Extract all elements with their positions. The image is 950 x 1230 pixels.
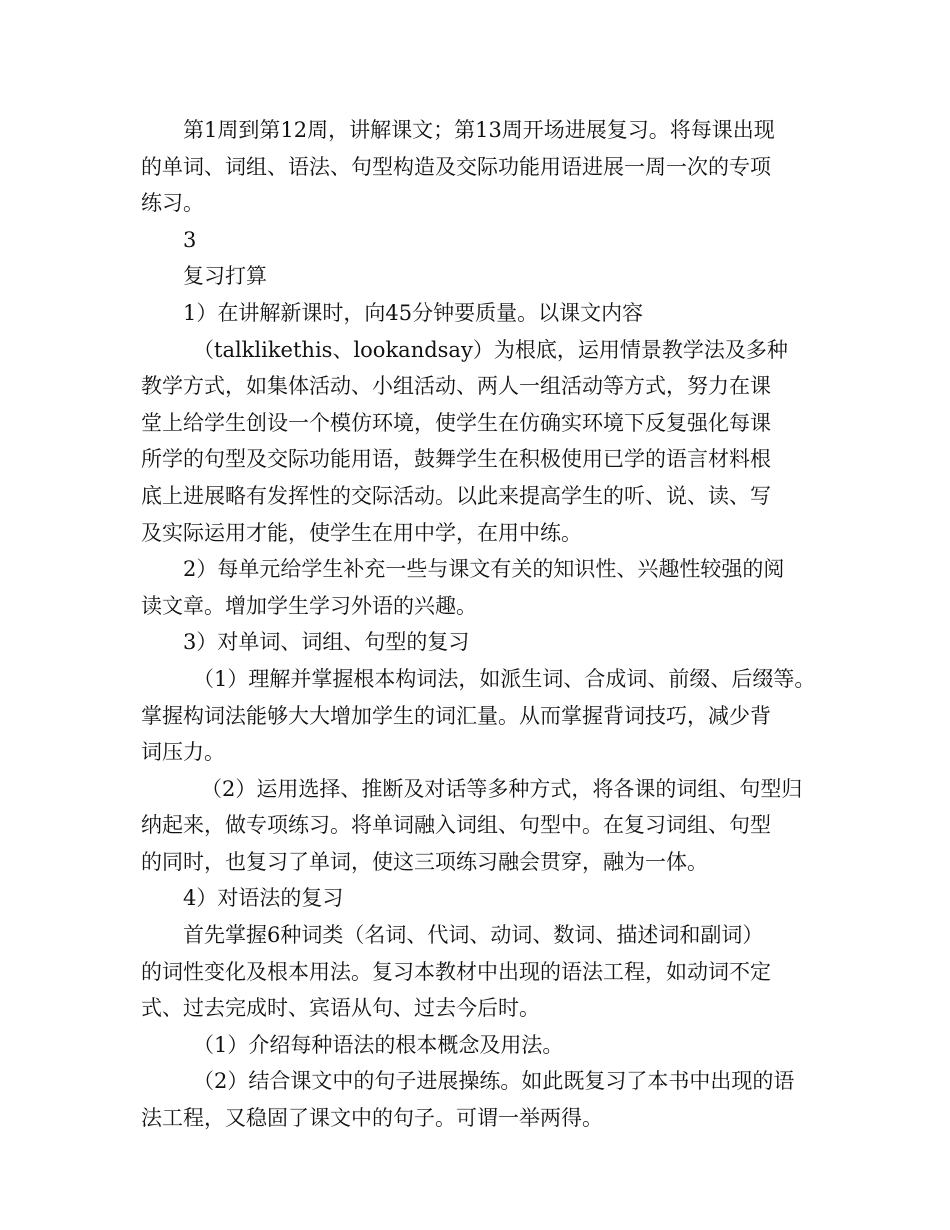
document-line: 词压力。	[141, 740, 225, 765]
document-line: 掌握构词法能够大大增加学生的词汇量。从而掌握背词技巧，减少背	[141, 703, 771, 728]
document-line: 首先掌握6种词类（名词、代词、动词、数词、描述词和副词）	[183, 923, 764, 948]
document-line: 3	[183, 227, 197, 252]
document-line: （2）结合课文中的句子进展操练。如此既复习了本书中出现的语	[193, 1069, 795, 1094]
document-line: 练习。	[141, 191, 204, 216]
document-line: 读文章。增加学生学习外语的兴趣。	[141, 593, 477, 618]
document-body	[141, 112, 826, 1137]
document-line: 3）对单词、词组、句型的复习	[183, 630, 470, 655]
document-line: 式、过去完成时、宾语从句、过去今后时。	[141, 996, 540, 1021]
document-line: （1）介绍每种语法的根本概念及用法。	[193, 1032, 564, 1057]
document-line: 1）在讲解新课时，向45分钟要质量。以课文内容	[183, 300, 644, 325]
document-line: 及实际运用才能，使学生在用中学，在用中练。	[141, 520, 582, 545]
document-line: 的同时，也复习了单词，使这三项练习融会贯穿，融为一体。	[141, 849, 708, 874]
document-line: 4）对语法的复习	[183, 886, 344, 911]
document-line: 底上进展略有发挥性的交际活动。以此来提高学生的听、说、读、写	[141, 483, 771, 508]
document-line: （talklikethis、lookandsay）为根底，运用情景教学法及多种	[193, 337, 788, 362]
document-line: 纳起来，做专项练习。将单词融入词组、句型中。在复习词组、句型	[141, 813, 771, 838]
document-line: 法工程，又稳固了课文中的句子。可谓一举两得。	[141, 1106, 603, 1131]
document-line: （2）运用选择、推断及对话等多种方式，将各课的词组、句型归	[201, 776, 803, 801]
document-line: 教学方式，如集体活动、小组活动、两人一组活动等方式，努力在课	[141, 374, 771, 399]
document-line: 所学的句型及交际功能用语，鼓舞学生在积极使用已学的语言材料根	[141, 447, 771, 472]
document-line: 第1周到第12周，讲解课文；第13周开场进展复习。将每课出现	[183, 118, 775, 142]
document-line: 的词性变化及根本用法。复习本教材中出现的语法工程，如动词不定	[141, 959, 771, 984]
document-line: 2）每单元给学生补充一些与课文有关的知识性、兴趣性较强的阅	[183, 557, 785, 582]
document-line: 复习打算	[183, 264, 267, 289]
document-line: （1）理解并掌握根本构词法，如派生词、合成词、前缀、后缀等。	[193, 666, 816, 691]
document-line: 的单词、词组、语法、句型构造及交际功能用语进展一周一次的专项	[141, 154, 771, 179]
document-line: 堂上给学生创设一个模仿环境，使学生在仿确实环境下反复强化每课	[141, 410, 771, 435]
